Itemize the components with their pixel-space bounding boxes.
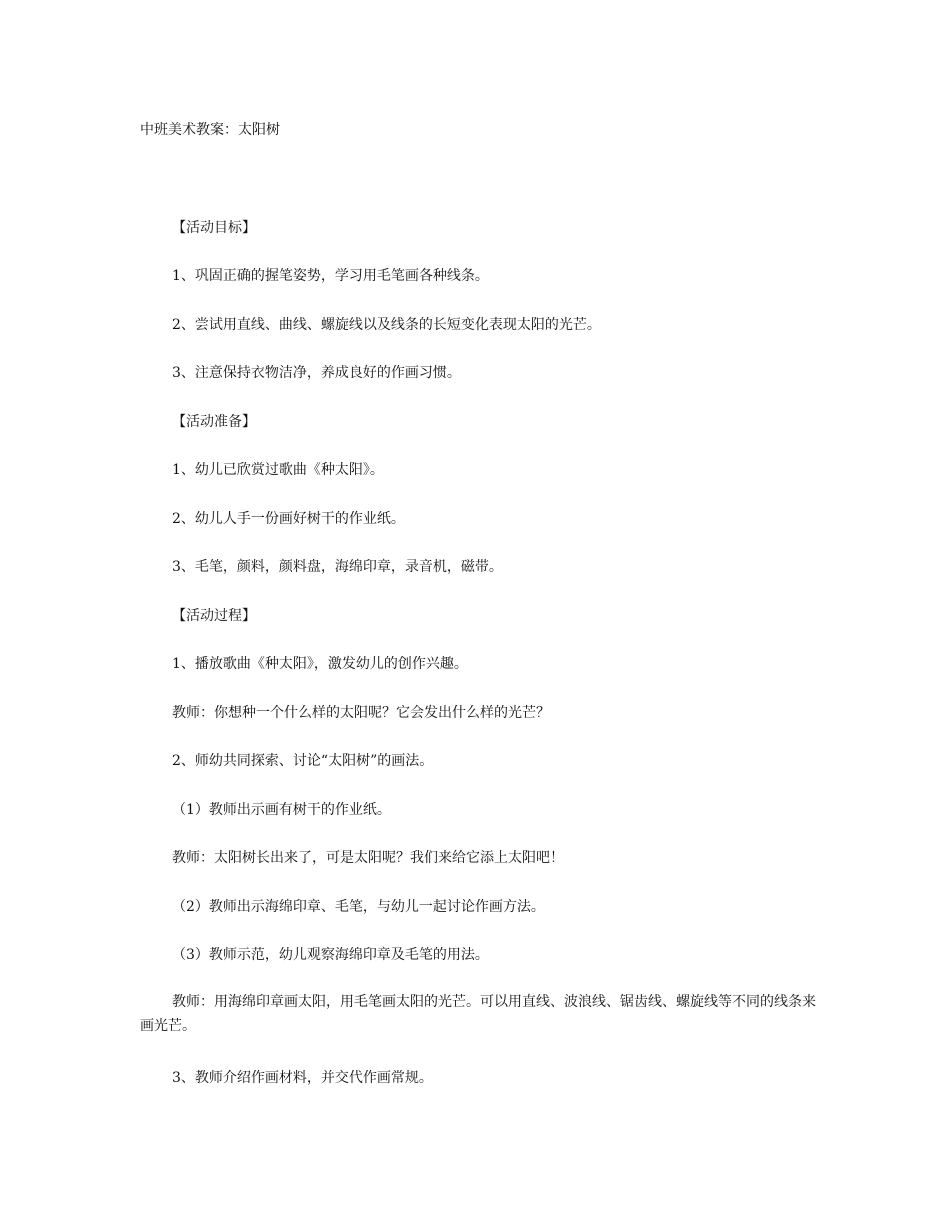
section-heading-goals: 【活动目标】 [172, 220, 256, 236]
document-title: 中班美术教案：太阳树 [140, 122, 280, 138]
paragraph: 教师：你想种一个什么样的太阳呢？它会发出什么样的光芒？ [172, 705, 550, 721]
paragraph: 2、幼儿人手一份画好树干的作业纸。 [172, 511, 405, 527]
section-heading-preparation: 【活动准备】 [172, 414, 256, 430]
paragraph: 3、教师介绍作画材料，并交代作画常规。 [172, 1070, 433, 1086]
section-heading-process: 【活动过程】 [172, 608, 256, 624]
paragraph: 2、尝试用直线、曲线、螺旋线以及线条的长短变化表现太阳的光芒。 [172, 317, 601, 333]
paragraph: （3）教师示范，幼儿观察海绵印章及毛笔的用法。 [172, 947, 489, 963]
paragraph: 教师：用海绵印章画太阳，用毛笔画太阳的光芒。可以用直线、波浪线、锯齿线、螺旋线等不同的线条来画光芒。 [140, 994, 816, 1034]
paragraph: （2）教师出示海绵印章、毛笔，与幼儿一起讨论作画方法。 [172, 899, 545, 915]
paragraph: 1、巩固正确的握笔姿势，学习用毛笔画各种线条。 [172, 268, 489, 284]
paragraph: 3、毛笔，颜料，颜料盘，海绵印章，录音机，磁带。 [172, 559, 503, 575]
paragraph: 1、播放歌曲《种太阳》，激发幼儿的创作兴趣。 [172, 656, 468, 672]
paragraph: （1）教师出示画有树干的作业纸。 [172, 802, 391, 818]
paragraph: 2、师幼共同探索、讨论“太阳树”的画法。 [172, 753, 434, 769]
paragraph: 1、幼儿已欣赏过歌曲《种太阳》。 [172, 462, 384, 478]
paragraph: 3、注意保持衣物洁净，养成良好的作画习惯。 [172, 365, 461, 381]
paragraph: 教师：太阳树长出来了，可是太阳呢？我们来给它添上太阳吧！ [172, 850, 564, 866]
